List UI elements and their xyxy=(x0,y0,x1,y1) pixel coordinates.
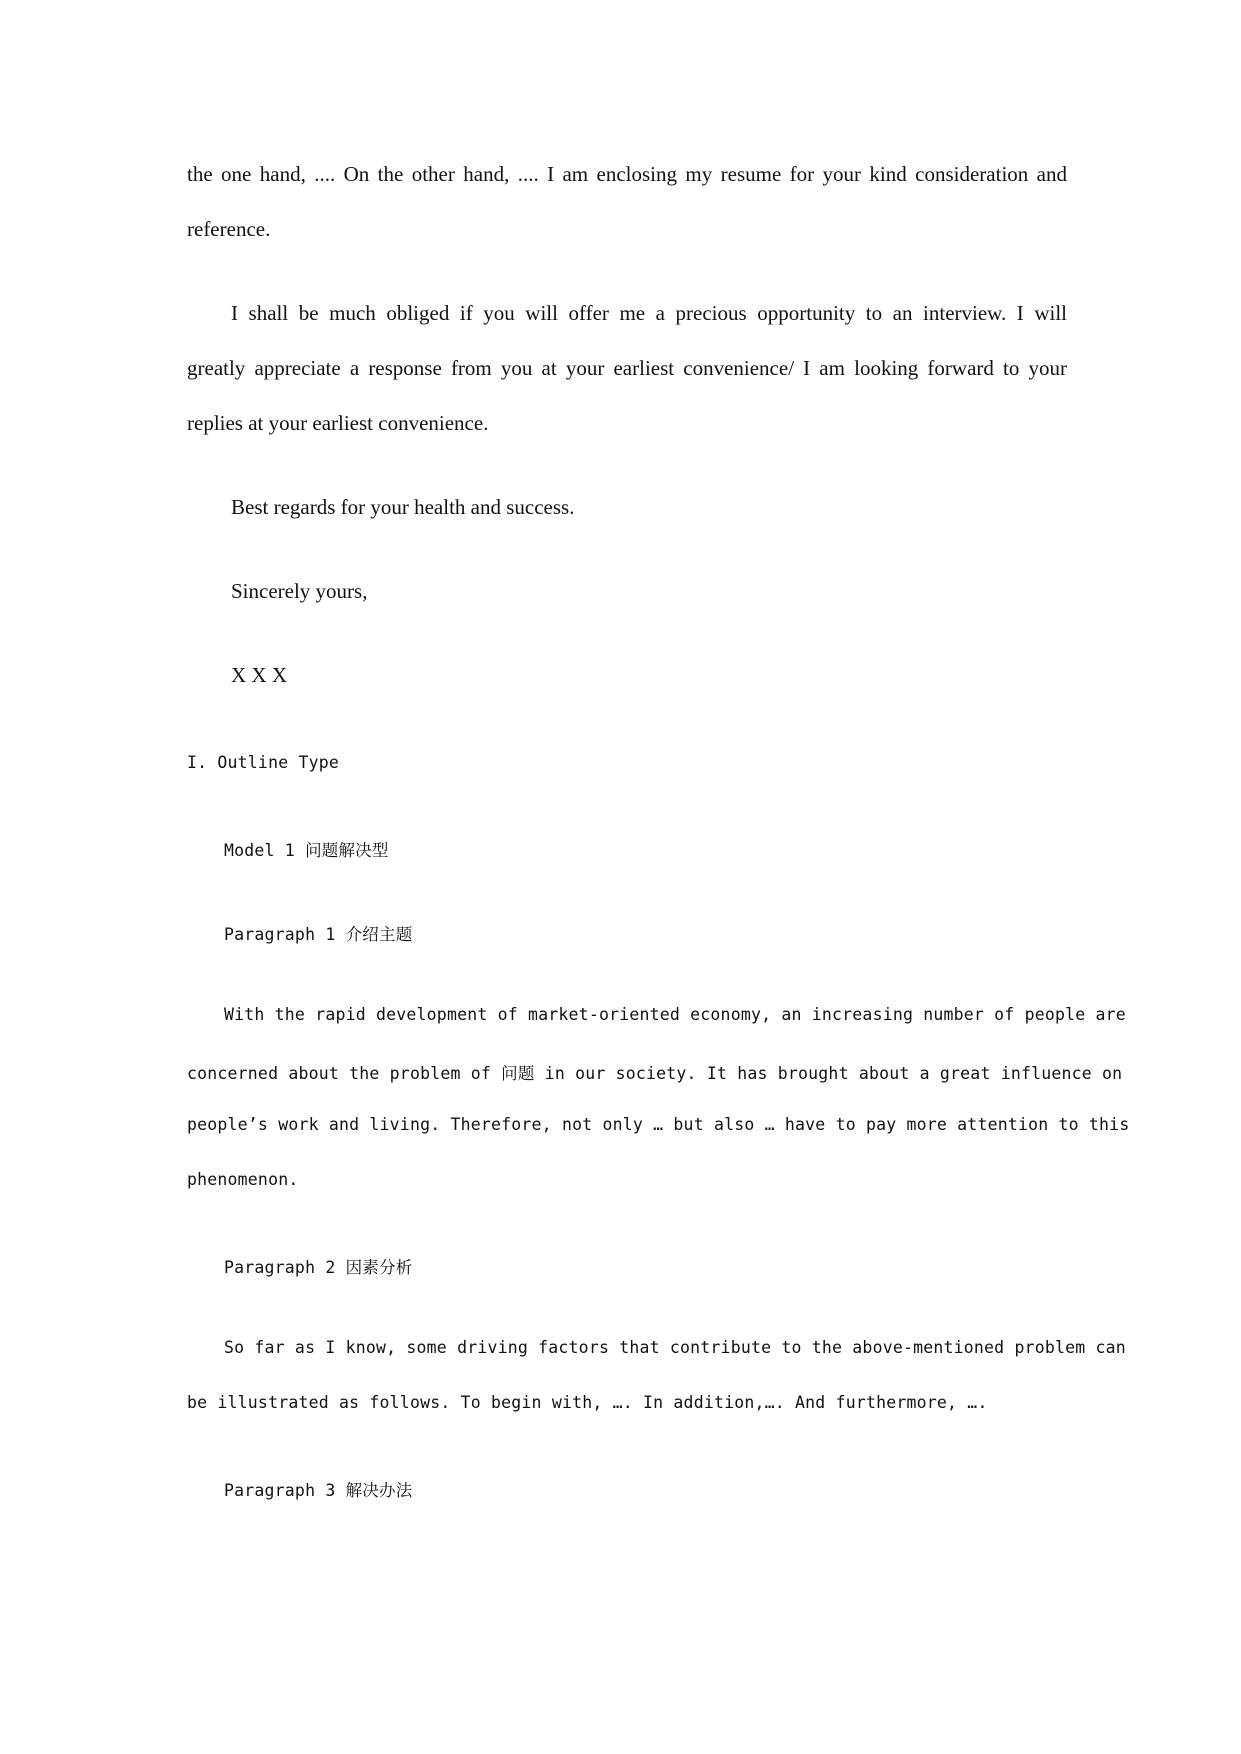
paragraph-1-heading: Paragraph 1 介绍主题 xyxy=(224,925,413,944)
paragraph-3-heading: Paragraph 3 解决办法 xyxy=(224,1481,413,1500)
model-heading: Model 1 问题解决型 xyxy=(224,841,389,860)
paragraph-2-line-2: be illustrated as follows. To begin with, …. In addition,…. And furthermore, …. xyxy=(187,1393,988,1412)
paragraph-2-line-1: So far as I know, some driving factors that contribute to the above-mentioned problem can xyxy=(224,1338,1126,1357)
letter-signature: X X X xyxy=(231,663,287,687)
letter-signoff: Sincerely yours, xyxy=(231,579,368,603)
paragraph-1-line-4: phenomenon. xyxy=(187,1170,299,1189)
letter-paragraph-1-line-2: reference. xyxy=(187,217,271,241)
paragraph-1-line-1: With the rapid development of market-oriented economy, an increasing number of people are xyxy=(224,1005,1126,1024)
section-heading: I. Outline Type xyxy=(187,753,340,772)
letter-closing: Best regards for your health and success. xyxy=(231,495,575,519)
letter-paragraph-1-line-1: the one hand, .... On the other hand, .... I am enclosing my resume for your kind consideration and xyxy=(187,162,1067,186)
paragraph-1-line-2: concerned about the problem of 问题 in our society. It has brought about a great influence on xyxy=(187,1064,1123,1083)
letter-paragraph-2-line-3: replies at your earliest convenience. xyxy=(187,411,489,435)
letter-paragraph-2-line-1: I shall be much obliged if you will offer me a precious opportunity to an interview. I will xyxy=(231,301,1067,325)
paragraph-2-heading: Paragraph 2 因素分析 xyxy=(224,1258,413,1277)
paragraph-1-line-3: people’s work and living. Therefore, not only … but also … have to pay more attention to this xyxy=(187,1115,1130,1134)
letter-paragraph-2-line-2: greatly appreciate a response from you at your earliest convenience/ I am looking forward to your xyxy=(187,356,1067,380)
